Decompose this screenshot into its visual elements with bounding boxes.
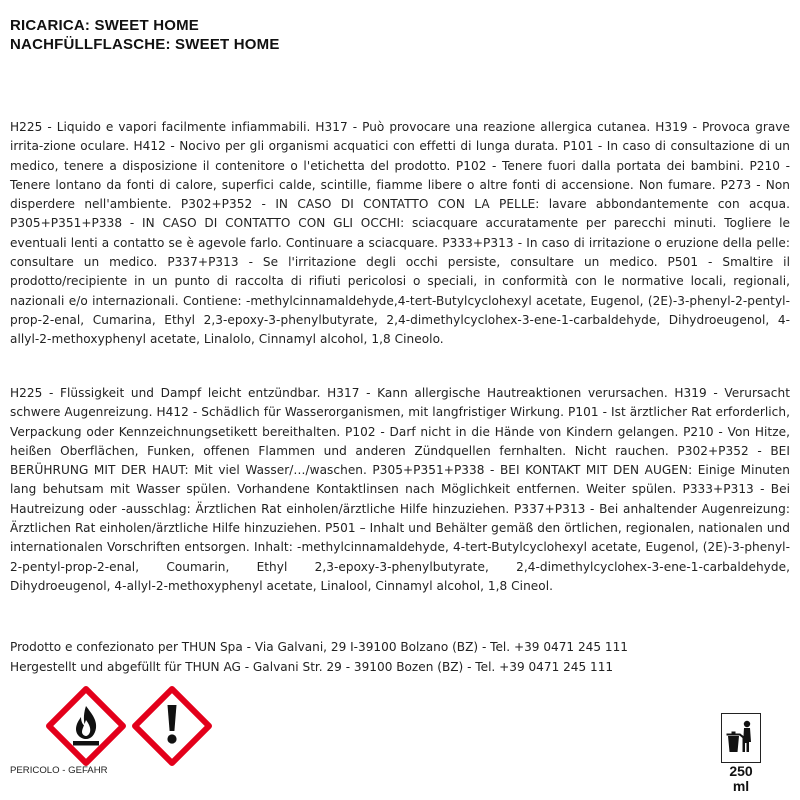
exclamation-mark-icon	[132, 686, 212, 766]
title-german: NACHFÜLLFLASCHE: SWEET HOME	[10, 36, 280, 53]
hazard-signal-word: PERICOLO - GEFAHR	[10, 765, 108, 776]
producer-block	[10, 638, 628, 677]
disposal-symbol	[721, 713, 761, 763]
warnings-italian: H225 - Liquido e vapori facilmente infiammabili. H317 - Può provocare una reazione allergica cutanea. H319 - Provoca grave irrita-zione oculare. H412 - Nocivo per gli organismi acquatici con effetti di lunga durata. P101 - In caso di consultazione di un medico, tenere a disposizione il contenitore o l'etichetta del prodotto. P102 - Tenere fuori dalla portata dei bambini. P210 - Tenere lontano da fonti di calore, superfici calde, scintille, fiamme libere o altre fonti di accensione. Non fumare. P273 - Non disperdere nell'ambiente. P302+P352 - IN CASO DI CONTATTO CON LA PELLE: lavare abbondantemente con acqua. P305+P351+P338 - IN CASO DI CONTATTO CON GLI OCCHI: sciacquare accuratamente per parecchi minuti. Togliere le eventuali lenti a contatto se è agevole farlo. Continuare a sciacquare. P333+P313 - In caso di irritazione o eruzione della pelle: consultare un medico. P337+P313 - Se l'irritazione degli occhi persiste, consultare un medico. P501 - Smaltire il prodotto/recipiente in un punto di raccolta di rifiuti pericolosi o speciali, in conformità con le normative locali, regionali, nazionali e/o internazionali. Contiene: -methylcinnamaldehyde,4-tert-Butylcyclohexyl acetate, Eugenol, (2E)-3-phenyl-2-pentyl-prop-2-enal, Cumarina, Ethyl 2,3-epoxy-3-phenylbutyrate, 2,4-dimethylcyclohex-3-ene-1-carbaldehyde, Dihydroeugenol, 4-allyl-2-methoxyphenyl acetate, Linalolo, Cinnamyl alcohol, 1,8 Cineolo.	[10, 120, 790, 347]
producer-italian: Prodotto e confezionato per THUN Spa - Via Galvani, 29 I-39100 Bolzano (BZ) - Tel. +39 0471 245 111	[10, 640, 628, 654]
warnings-german: H225 - Flüssigkeit und Dampf leicht entzündbar. H317 - Kann allergische Hautreaktionen verursachen. H319 - Verursacht schwere Augenreizung. H412 - Schädlich für Wasserorganismen, mit langfristiger Wirkung. P101 - Ist ärztlicher Rat erforderlich, Verpackung oder Kennzeichnungsetikett bereithalten. P102 - Darf nicht in die Hände von Kindern gelangen. P210 - Von Hitze, heißen Oberflächen, Funken, offenen Flammen und anderen Zündquellen fernhalten. Nicht rauchen. P302+P352 - BEI BERÜHRUNG MIT DER HAUT: Mit viel Wasser/…/waschen. P305+P351+P338 - BEI KONTAKT MIT DEN AUGEN: Einige Minuten lang behutsam mit Wasser spülen. Vorhandene Kontaktlinsen nach Möglichkeit entfernen. Weiter spülen. P333+P313 - Bei Hautreizung oder -ausschlag: Ärztlichen Rat einholen/ärztliche Hilfe hinzuziehen. P337+P313 - Bei anhaltender Augenreizung: Ärztlichen Rat einholen/ärztliche Hilfe hinzuziehen. P501 – Inhalt und Behälter gemäß den örtlichen, regionalen, nationalen und internationalen Vorschriften entsorgen. Inhalt: -methylcinnamaldehyde, 4-tert-Butylcyclohexyl acetate, Eugenol, (2E)-3-phenyl-2-pentyl-prop-2-enal, Coumarin, Ethyl 2,3-epoxy-3-phenylbutyrate, 2,4-dimethylcyclohex-3-ene-1-carbaldehyde, Dihydroeugenol, 4-allyl-2-methoxyphenyl acetate, Linalool, Cinnamyl alcohol, 1,8 Cineol.	[10, 386, 790, 593]
volume-label	[718, 764, 764, 794]
flame-icon	[46, 686, 126, 766]
person-waste-bin-icon	[722, 714, 759, 761]
title-italian: RICARICA: SWEET HOME	[10, 17, 199, 34]
hazard-pictograms	[46, 686, 216, 766]
producer-german: Hergestellt und abgefüllt für THUN AG - Galvani Str. 29 - 39100 Bozen (BZ) - Tel. +39 0471 245 111	[10, 659, 614, 674]
volume-unit: ml	[732, 778, 750, 794]
title-block	[10, 16, 280, 54]
volume-amount: 250	[729, 763, 753, 779]
